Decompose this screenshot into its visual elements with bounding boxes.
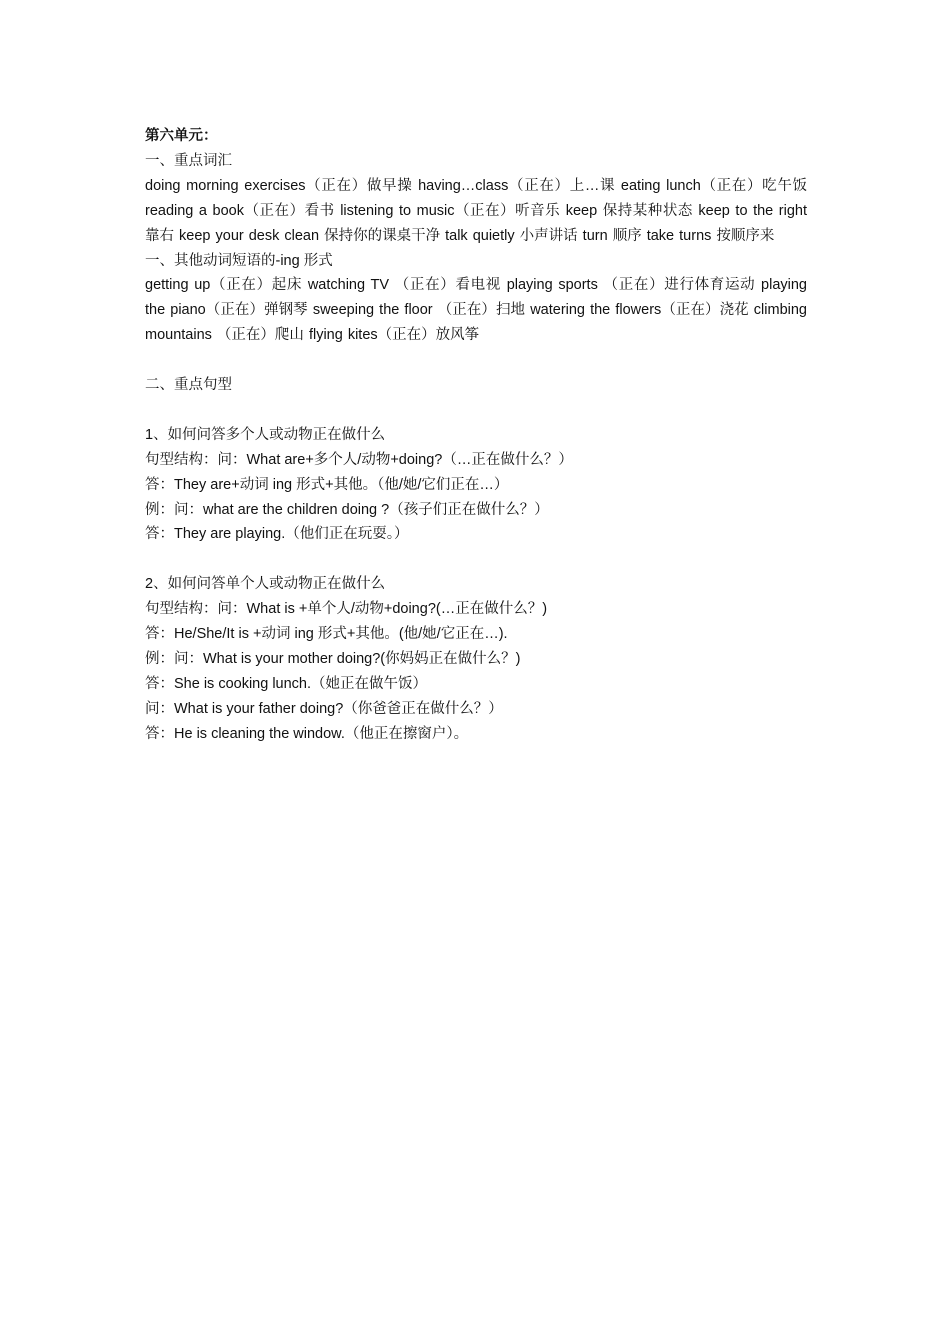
plural-line: 例：问：what are the children doing ?（孩子们正在做什么？） xyxy=(145,501,549,518)
document-page xyxy=(145,124,807,747)
plural-line: 句型结构：问：What are+多个人/动物+doing?（…正在做什么？） xyxy=(145,451,573,468)
unit-title: 第六单元： xyxy=(145,128,218,144)
spacer xyxy=(145,348,807,373)
singular-line: 答：He/She/It is +动词 ing 形式+其他。(他/她/它正在…). xyxy=(145,626,508,643)
singular-heading: 2、如何问答单个人或动物正在做什么 xyxy=(145,576,386,593)
plural-line: 答：They are playing.（他们正在玩耍。） xyxy=(145,526,409,543)
ing-heading: 一、其他动词短语的-ing 形式 xyxy=(145,252,333,269)
singular-line: 答：She is cooking lunch.（她正在做午饭） xyxy=(145,675,428,692)
plural-heading: 1、如何问答多个人或动物正在做什么 xyxy=(145,426,386,443)
spacer xyxy=(145,398,807,423)
singular-line: 句型结构：问：What is +单个人/动物+doing?(…正在做什么？) xyxy=(145,601,548,618)
plural-line: 答：They are+动词 ing 形式+其他。（他/她/它们正在…） xyxy=(145,476,509,493)
ing-paragraph: getting up（正在）起床 watching TV （正在）看电视 playing sports （正在）进行体育运动 playing the piano（正在）弹钢琴 sweeping the floor （正在）扫地 watering the flowers（正在）浇花 climbing mountains （正在）爬山 flying kites（正在）放风筝 xyxy=(145,277,807,344)
singular-line: 问：What is your father doing?（你爸爸正在做什么？） xyxy=(145,700,503,717)
vocab-paragraph: doing morning exercises（正在）做早操 having…class（正在）上…课 eating lunch（正在）吃午饭 reading a book（正在）看书 listening to music（正在）听音乐 keep 保持某种状态 keep to the right 靠右 keep your desk clean 保持你的课桌干净 talk quietly 小声讲话 turn 顺序 take turns 按顺序来 xyxy=(145,177,807,244)
singular-line: 例：问：What is your mother doing?(你妈妈正在做什么？) xyxy=(145,650,521,667)
vocab-heading: 一、重点词汇 xyxy=(145,152,232,169)
singular-line: 答：He is cleaning the window.（他正在擦窗户）。 xyxy=(145,725,469,742)
sentences-heading: 二、重点句型 xyxy=(145,377,232,394)
spacer xyxy=(145,547,807,572)
